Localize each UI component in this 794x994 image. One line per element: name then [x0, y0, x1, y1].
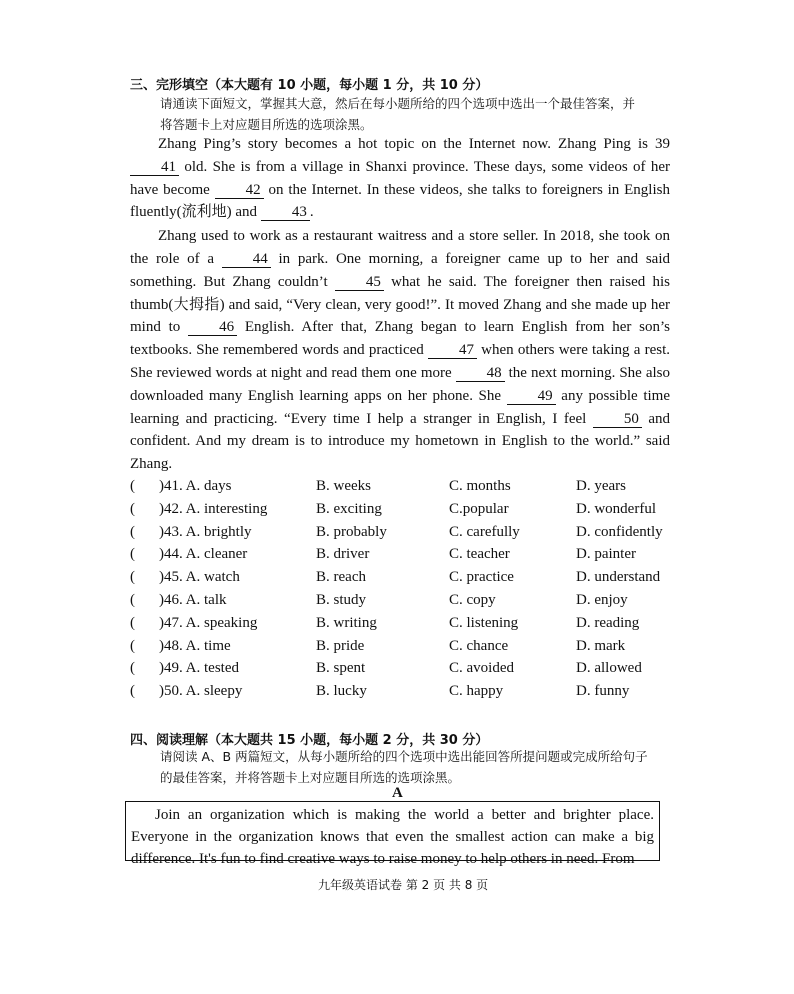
option-c: C. avoided [449, 660, 514, 677]
option-b: B. study [316, 591, 367, 608]
text: Zhang used to work as a restaurant waitress and a store seller. In 2018, she took on the role of a [130, 228, 670, 267]
option-b: B. reach [316, 569, 366, 586]
text: . [309, 204, 314, 221]
question-row [130, 638, 670, 661]
text: on the Internet. In these videos, she talks to foreigners in English fluently(流利地) and [130, 181, 670, 221]
blank-49: 49 [507, 388, 556, 405]
option-a: )45. A. watch [159, 569, 240, 586]
blank-47: 47 [428, 342, 477, 359]
text: English. After that, Zhang began to learn English from her son’s textbooks. She remembered words and practiced [130, 319, 670, 359]
answer-paren: ( [130, 500, 135, 517]
instruction-line: 将答题卡上对应题目所选的选项涂黑。 [160, 117, 373, 132]
option-d: D. funny [576, 683, 630, 700]
option-d: D. mark [576, 637, 626, 654]
page-footer: 九年级英语试卷 第 2 页 共 8 页 [318, 878, 489, 892]
option-b: B. exciting [316, 500, 382, 517]
question-row [130, 524, 670, 547]
answer-paren: ( [130, 683, 135, 700]
passage-a-box [125, 801, 660, 867]
answer-paren: ( [130, 478, 135, 494]
option-d: D. reading [576, 614, 640, 631]
option-a: )43. A. brightly [159, 523, 252, 540]
blank-41: 41 [130, 159, 179, 176]
answer-paren: ( [130, 637, 135, 654]
answer-paren: ( [130, 614, 135, 631]
text: in park. One morning, a foreigner came up to her and said something. But Zhang couldn’t [130, 250, 670, 290]
instruction-line: 请通读下面短文，掌握其大意，然后在每小题所给的四个选项中选出一个最佳答案，并 [160, 96, 636, 111]
section-4-instructions [160, 746, 675, 788]
answer-paren: ( [130, 660, 135, 677]
option-c: C. happy [449, 683, 504, 700]
option-a: )41. A. days [159, 478, 232, 494]
passage-a-title: A [392, 785, 403, 801]
option-b: B. spent [316, 660, 366, 677]
question-row [130, 683, 670, 706]
question-row [130, 569, 670, 592]
blank-44: 44 [222, 251, 271, 268]
question-row [130, 546, 670, 569]
option-a: )46. A. talk [159, 591, 227, 608]
blank-45: 45 [335, 274, 384, 291]
option-a: )47. A. speaking [159, 614, 258, 631]
option-c: C.popular [449, 500, 509, 517]
option-b: B. lucky [316, 683, 367, 700]
option-c: C. months [449, 478, 511, 494]
option-c: C. carefully [449, 523, 520, 540]
text: when others were taking a rest. She reviewed words at night and read them one more [130, 342, 670, 381]
answer-paren: ( [130, 591, 135, 608]
option-c: C. practice [449, 569, 514, 586]
text: what he said. The foreigner then raised his thumb(大拇指) and said, “Very clean, very good!”. It moved Zhang and she made up her mind to [130, 273, 670, 336]
cloze-passage [130, 133, 670, 476]
blank-43: 43 [261, 204, 310, 221]
section-4-heading: 四、阅读理解（本大题共 15 小题，每小题 2 分，共 30 分） [130, 733, 489, 748]
question-options [130, 478, 670, 706]
option-c: C. teacher [449, 546, 510, 563]
instruction-line: 的最佳答案，并将答题卡上对应题目所选的选项涂黑。 [160, 770, 461, 785]
instruction-line: 请阅读 A、B 两篇短文，从每小题所给的四个选项中选出能回答所提问题或完成所给句子 [160, 749, 648, 764]
option-b: B. pride [316, 637, 365, 654]
text: Zhang Ping’s story becomes a hot topic on the Internet now. Zhang Ping is 39 [158, 136, 670, 152]
blank-50: 50 [593, 411, 642, 428]
text: old. She is from a village in Shanxi province. These days, some videos of her have become [130, 158, 670, 198]
section-3-heading: 三、完形填空（本大题有 10 小题，每小题 1 分，共 10 分） [130, 78, 489, 93]
option-d: D. enjoy [576, 591, 628, 608]
question-row [130, 478, 670, 501]
option-a: )48. A. time [159, 637, 231, 654]
answer-paren: ( [130, 523, 135, 540]
option-d: D. understand [576, 569, 661, 586]
option-a: )44. A. cleaner [159, 546, 248, 563]
option-c: C. listening [449, 614, 519, 631]
question-row [130, 660, 670, 683]
option-a: )50. A. sleepy [159, 683, 243, 700]
question-row [130, 592, 670, 615]
option-d: D. years [576, 478, 626, 494]
option-d: D. wonderful [576, 500, 656, 517]
paragraph-2 [130, 225, 670, 476]
option-b: B. driver [316, 546, 370, 563]
question-row [130, 501, 670, 524]
blank-46: 46 [188, 319, 237, 336]
text: and confident. And my dream is to introduce my hometown in English to the world.” said Zhang. [130, 410, 670, 473]
text: the next morning. She also downloaded many English learning apps on her phone. She [130, 364, 670, 404]
paragraph-1 [130, 133, 670, 224]
text: any possible time learning and practicing. “Every time I help a stranger in English, I feel [130, 387, 670, 427]
option-b: B. writing [316, 614, 377, 631]
option-c: C. chance [449, 637, 509, 654]
option-d: D. allowed [576, 660, 642, 677]
option-a: )49. A. tested [159, 660, 239, 677]
question-row [130, 615, 670, 638]
option-c: C. copy [449, 591, 496, 608]
option-b: B. weeks [316, 478, 371, 494]
option-d: D. painter [576, 546, 636, 563]
blank-48: 48 [456, 365, 505, 382]
passage-a-text: Join an organization which is making the world a better and brighter place. Everyone in the organization knows that even the smallest action can make a big difference. It's fun to find creative ways to raise money to help others in need. From [131, 807, 654, 867]
answer-paren: ( [130, 546, 135, 563]
option-d: D. confidently [576, 523, 663, 540]
section-3-instructions [160, 93, 675, 135]
blank-42: 42 [215, 182, 264, 199]
option-b: B. probably [316, 523, 387, 540]
option-a: )42. A. interesting [159, 500, 268, 517]
answer-paren: ( [130, 569, 135, 586]
